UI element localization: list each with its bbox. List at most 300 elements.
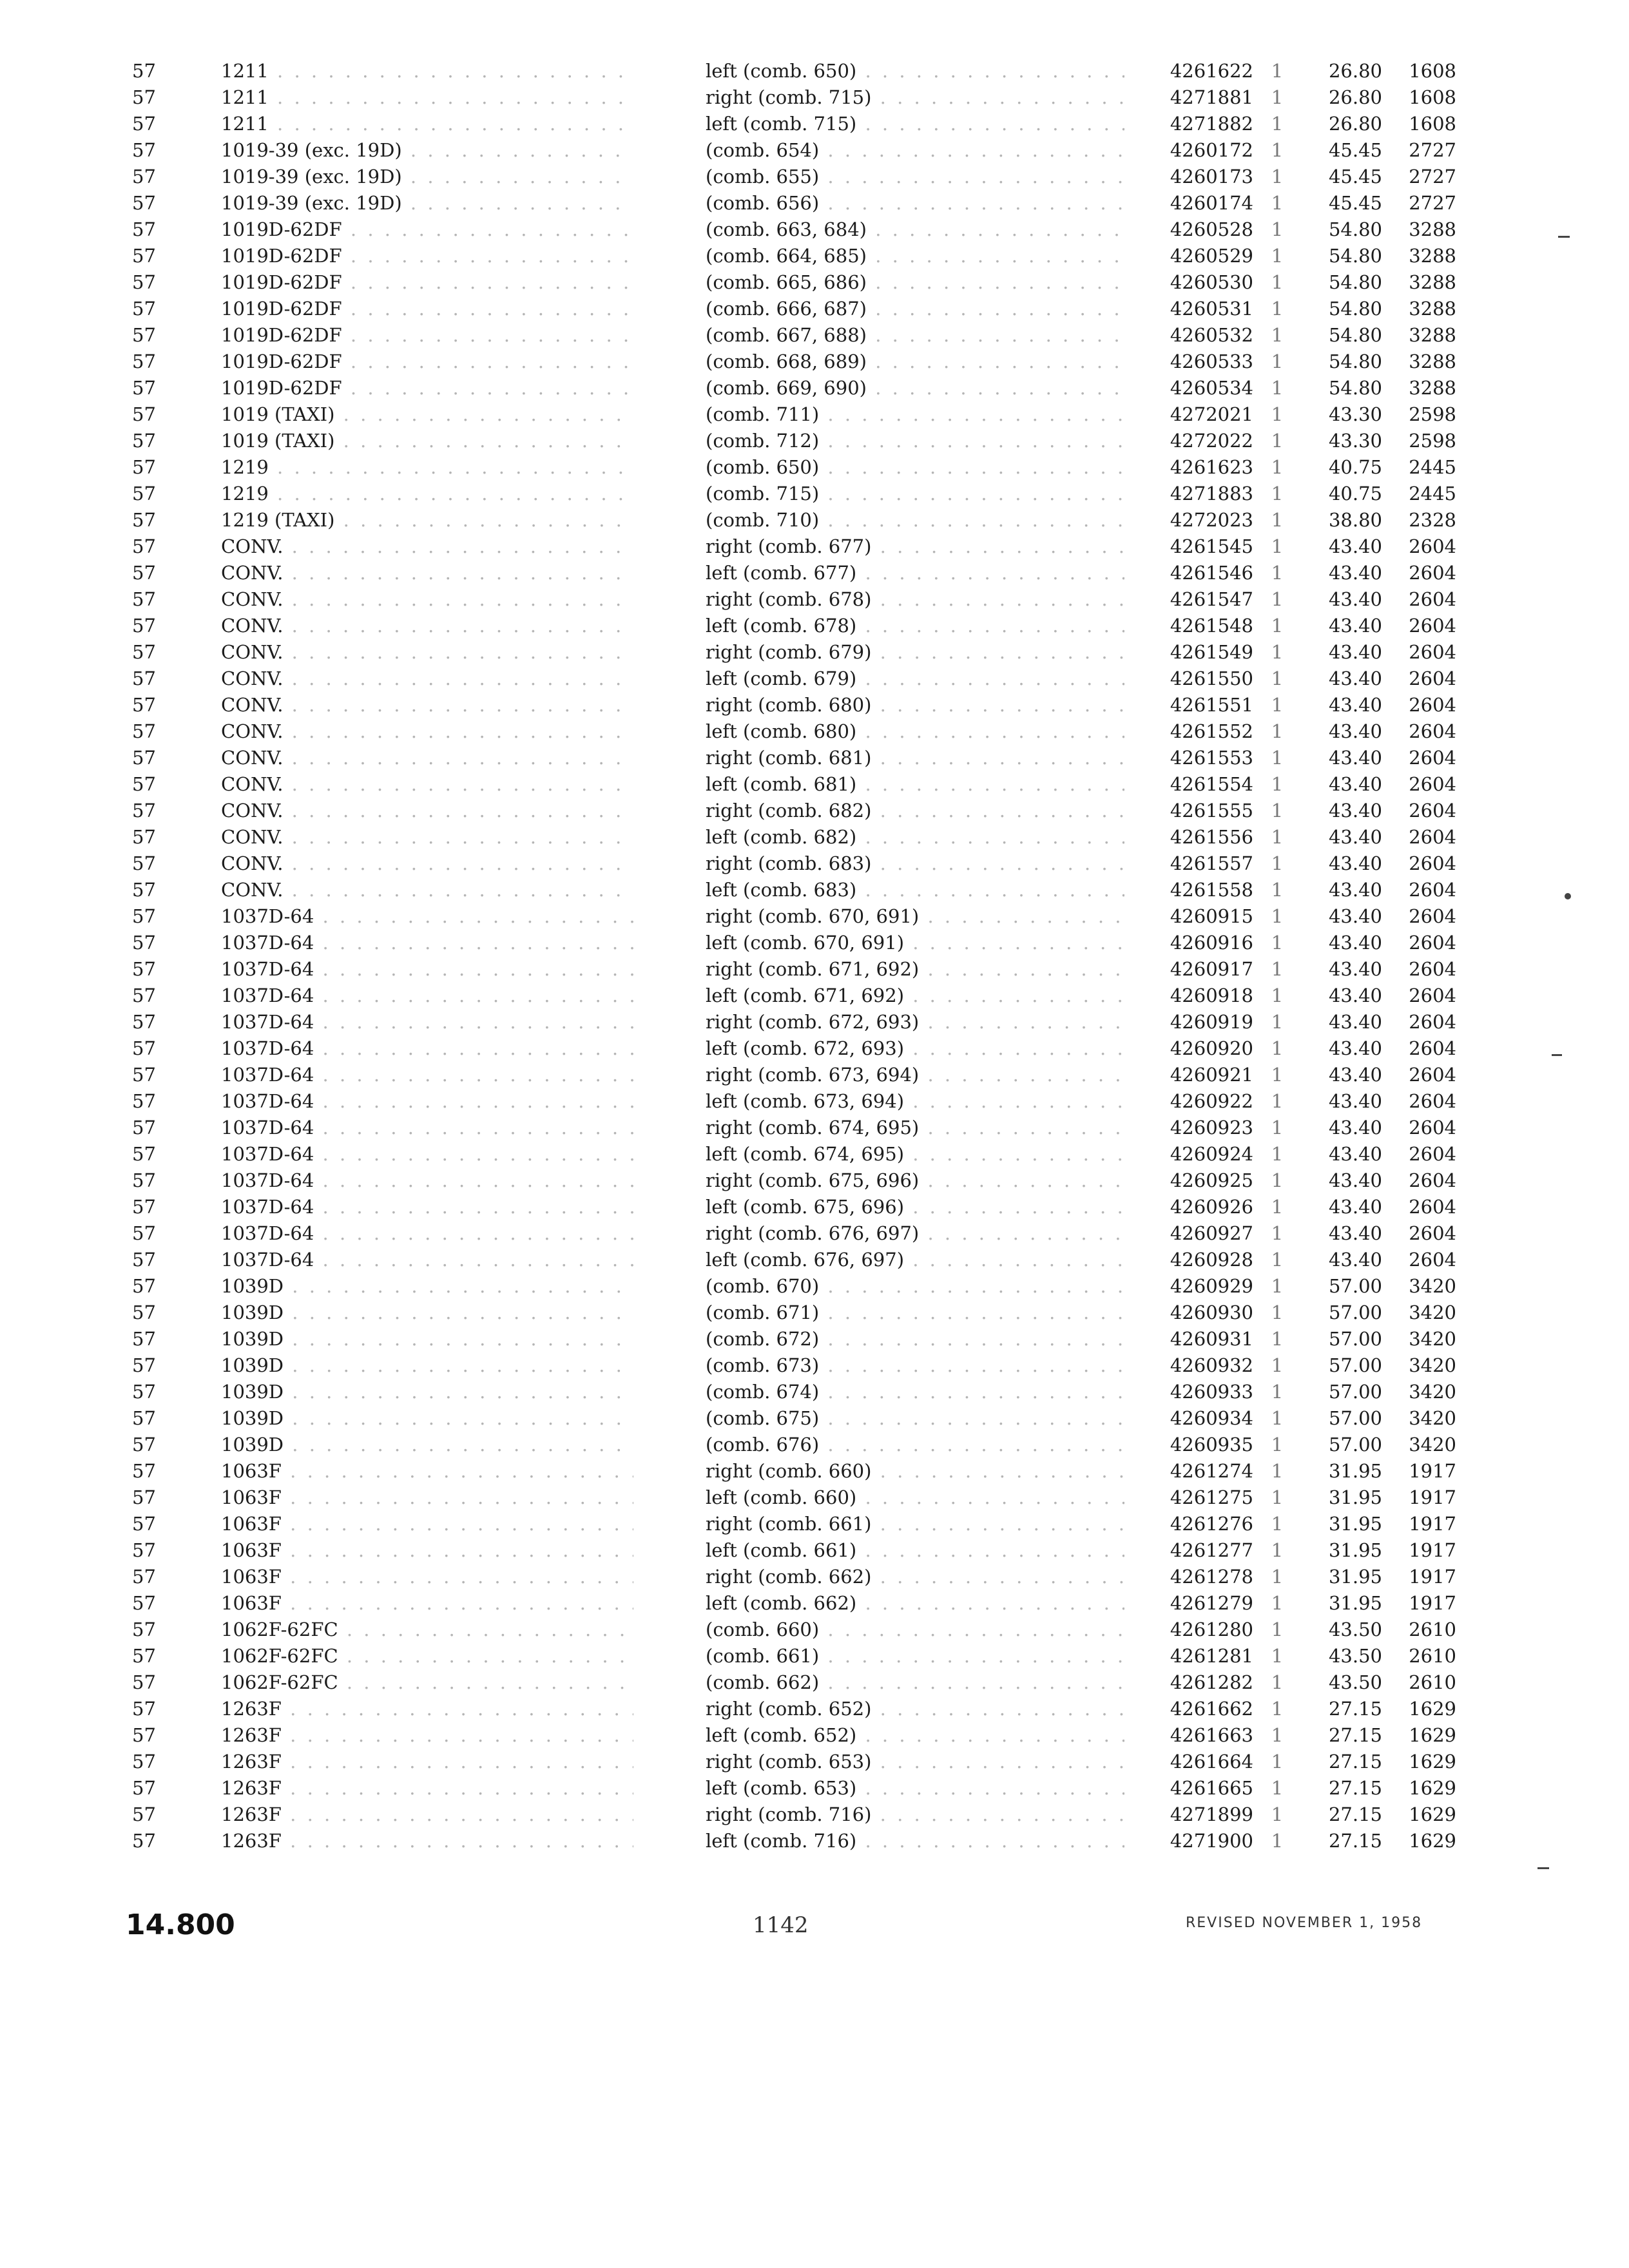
cell-desc: right (comb. 672, 693) . . . <box>706 1009 1124 1035</box>
cell-desc: (comb. 675) . . . <box>706 1405 1124 1432</box>
cell-model: 1019D-62DF . . . <box>221 349 633 375</box>
table-row <box>0 1062 1629 1088</box>
cell-price: 43.40 <box>1328 958 1382 980</box>
cell-code: 3420 <box>1409 1302 1456 1323</box>
cell-code: 2598 <box>1409 403 1456 425</box>
table-row <box>0 1828 1629 1854</box>
cell-code: 2604 <box>1409 1037 1456 1059</box>
table-row <box>0 454 1629 481</box>
cell-year: 57 <box>132 615 156 637</box>
cell-model: 1019D-62DF . . . <box>221 375 633 401</box>
cell-code: 1629 <box>1409 1698 1456 1720</box>
cell-model: 1039D . . . <box>221 1352 633 1379</box>
cell-desc: left (comb. 670, 691) . . . <box>706 930 1124 956</box>
table-row <box>0 692 1629 718</box>
cell-year: 57 <box>132 1037 156 1059</box>
cell-year: 57 <box>132 377 156 399</box>
cell-part: 4260931 <box>1170 1328 1253 1350</box>
cell-part: 4260934 <box>1170 1407 1253 1429</box>
cell-price: 43.40 <box>1328 1249 1382 1271</box>
cell-code: 2445 <box>1409 456 1456 478</box>
cell-part: 4271882 <box>1170 113 1253 135</box>
cell-year: 57 <box>132 1592 156 1614</box>
table-row <box>0 296 1629 322</box>
cell-qty: 1 <box>1271 60 1284 82</box>
table-row <box>0 1537 1629 1564</box>
cell-model: 1062F-62FC . . . <box>221 1643 633 1669</box>
table-row <box>0 349 1629 375</box>
cell-model: 1037D-64 . . . <box>221 983 633 1009</box>
cell-year: 57 <box>132 1671 156 1693</box>
cell-qty: 1 <box>1271 1698 1284 1720</box>
cell-year: 57 <box>132 562 156 584</box>
cell-model: 1019D-62DF . . . <box>221 269 633 296</box>
cell-year: 57 <box>132 192 156 214</box>
table-row <box>0 1247 1629 1273</box>
cell-desc: left (comb. 671, 692) . . . <box>706 983 1124 1009</box>
cell-qty: 1 <box>1271 298 1284 320</box>
cell-part: 4260920 <box>1170 1037 1253 1059</box>
cell-desc: (comb. 656) . . . <box>706 190 1124 216</box>
cell-model: 1019D-62DF . . . <box>221 243 633 269</box>
page-number: 1142 <box>753 1912 809 1938</box>
cell-qty: 1 <box>1271 218 1284 240</box>
cell-model: 1037D-64 . . . <box>221 1035 633 1062</box>
cell-year: 57 <box>132 1275 156 1297</box>
cell-part: 4260932 <box>1170 1354 1253 1376</box>
cell-part: 4260922 <box>1170 1090 1253 1112</box>
cell-code: 2604 <box>1409 1011 1456 1033</box>
cell-year: 57 <box>132 1090 156 1112</box>
cell-model: 1219 . . . <box>221 454 633 481</box>
cell-part: 4261557 <box>1170 852 1253 874</box>
cell-part: 4260933 <box>1170 1381 1253 1403</box>
cell-part: 4261623 <box>1170 456 1253 478</box>
table-row <box>0 771 1629 798</box>
cell-price: 31.95 <box>1328 1592 1382 1614</box>
cell-model: 1263F . . . <box>221 1802 633 1828</box>
cell-desc: left (comb. 674, 695) . . . <box>706 1141 1124 1168</box>
cell-qty: 1 <box>1271 932 1284 954</box>
cell-desc: (comb. 676) . . . <box>706 1432 1124 1458</box>
cell-price: 40.75 <box>1328 456 1382 478</box>
cell-qty: 1 <box>1271 403 1284 425</box>
cell-code: 2604 <box>1409 720 1456 742</box>
cell-code: 1629 <box>1409 1803 1456 1825</box>
cell-code: 2610 <box>1409 1671 1456 1693</box>
table-row <box>0 1485 1629 1511</box>
cell-price: 43.40 <box>1328 694 1382 716</box>
cell-price: 54.80 <box>1328 218 1382 240</box>
cell-code: 3288 <box>1409 298 1456 320</box>
cell-code: 1917 <box>1409 1513 1456 1535</box>
cell-qty: 1 <box>1271 1064 1284 1086</box>
cell-code: 2604 <box>1409 905 1456 927</box>
cell-price: 40.75 <box>1328 483 1382 505</box>
cell-desc: (comb. 650) . . . <box>706 454 1124 481</box>
cell-price: 45.45 <box>1328 166 1382 187</box>
cell-price: 43.40 <box>1328 1064 1382 1086</box>
cell-model: 1037D-64 . . . <box>221 930 633 956</box>
cell-part: 4260528 <box>1170 218 1253 240</box>
table-row <box>0 428 1629 454</box>
cell-code: 1629 <box>1409 1830 1456 1852</box>
cell-year: 57 <box>132 1486 156 1508</box>
cell-model: 1039D . . . <box>221 1300 633 1326</box>
cell-year: 57 <box>132 985 156 1006</box>
cell-code: 2727 <box>1409 192 1456 214</box>
cell-code: 3420 <box>1409 1434 1456 1456</box>
cell-year: 57 <box>132 1645 156 1667</box>
cell-qty: 1 <box>1271 86 1284 108</box>
cell-year: 57 <box>132 800 156 822</box>
cell-year: 57 <box>132 1777 156 1799</box>
cell-qty: 1 <box>1271 562 1284 584</box>
cell-price: 43.40 <box>1328 562 1382 584</box>
section-number: 14.800 <box>126 1908 235 1941</box>
cell-part: 4260172 <box>1170 139 1253 161</box>
cell-code: 3288 <box>1409 351 1456 372</box>
cell-price: 43.40 <box>1328 800 1382 822</box>
cell-model: CONV. . . . <box>221 718 633 745</box>
table-row <box>0 983 1629 1009</box>
cell-code: 1629 <box>1409 1751 1456 1773</box>
cell-model: CONV. . . . <box>221 639 633 666</box>
margin-dot <box>1565 893 1571 899</box>
cell-part: 4272023 <box>1170 509 1253 531</box>
table-row <box>0 930 1629 956</box>
table-row <box>0 243 1629 269</box>
cell-year: 57 <box>132 113 156 135</box>
cell-desc: right (comb. 679) . . . <box>706 639 1124 666</box>
cell-part: 4261280 <box>1170 1619 1253 1640</box>
cell-price: 43.40 <box>1328 985 1382 1006</box>
cell-code: 3420 <box>1409 1328 1456 1350</box>
cell-year: 57 <box>132 932 156 954</box>
cell-desc: (comb. 711) . . . <box>706 401 1124 428</box>
cell-code: 3420 <box>1409 1381 1456 1403</box>
table-row <box>0 481 1629 507</box>
cell-desc: right (comb. 680) . . . <box>706 692 1124 718</box>
cell-qty: 1 <box>1271 377 1284 399</box>
table-row <box>0 1775 1629 1802</box>
cell-year: 57 <box>132 1381 156 1403</box>
cell-code: 2604 <box>1409 1222 1456 1244</box>
cell-desc: right (comb. 653) . . . <box>706 1749 1124 1775</box>
cell-part: 4260918 <box>1170 985 1253 1006</box>
cell-price: 43.40 <box>1328 1011 1382 1033</box>
cell-qty: 1 <box>1271 1724 1284 1746</box>
cell-qty: 1 <box>1271 985 1284 1006</box>
cell-part: 4261282 <box>1170 1671 1253 1693</box>
cell-price: 43.40 <box>1328 1196 1382 1218</box>
cell-desc: left (comb. 715) . . . <box>706 111 1124 137</box>
cell-part: 4261548 <box>1170 615 1253 637</box>
cell-qty: 1 <box>1271 1169 1284 1191</box>
cell-price: 57.00 <box>1328 1381 1382 1403</box>
cell-year: 57 <box>132 1302 156 1323</box>
cell-year: 57 <box>132 773 156 795</box>
cell-qty: 1 <box>1271 245 1284 267</box>
cell-year: 57 <box>132 1619 156 1640</box>
cell-part: 4260529 <box>1170 245 1253 267</box>
cell-qty: 1 <box>1271 1777 1284 1799</box>
cell-year: 57 <box>132 1803 156 1825</box>
cell-desc: left (comb. 676, 697) . . . <box>706 1247 1124 1273</box>
cell-year: 57 <box>132 430 156 452</box>
table-row <box>0 1326 1629 1352</box>
cell-part: 4271881 <box>1170 86 1253 108</box>
cell-part: 4261664 <box>1170 1751 1253 1773</box>
cell-model: 1211 . . . <box>221 111 633 137</box>
cell-qty: 1 <box>1271 1830 1284 1852</box>
cell-code: 2604 <box>1409 773 1456 795</box>
cell-qty: 1 <box>1271 139 1284 161</box>
cell-desc: left (comb. 675, 696) . . . <box>706 1194 1124 1220</box>
cell-year: 57 <box>132 1249 156 1271</box>
cell-qty: 1 <box>1271 1275 1284 1297</box>
cell-price: 43.40 <box>1328 1090 1382 1112</box>
cell-price: 26.80 <box>1328 113 1382 135</box>
cell-desc: (comb. 662) . . . <box>706 1669 1124 1696</box>
cell-desc: right (comb. 674, 695) . . . <box>706 1115 1124 1141</box>
cell-year: 57 <box>132 1222 156 1244</box>
cell-desc: right (comb. 671, 692) . . . <box>706 956 1124 983</box>
cell-price: 45.45 <box>1328 192 1382 214</box>
cell-desc: (comb. 715) . . . <box>706 481 1124 507</box>
cell-qty: 1 <box>1271 1302 1284 1323</box>
table-row <box>0 401 1629 428</box>
cell-qty: 1 <box>1271 483 1284 505</box>
cell-code: 2604 <box>1409 1064 1456 1086</box>
cell-desc: (comb. 665, 686) . . . <box>706 269 1124 296</box>
cell-price: 43.40 <box>1328 879 1382 901</box>
cell-year: 57 <box>132 1698 156 1720</box>
cell-part: 4261549 <box>1170 641 1253 663</box>
cell-model: 1063F . . . <box>221 1590 633 1617</box>
cell-model: 1037D-64 . . . <box>221 956 633 983</box>
cell-qty: 1 <box>1271 1090 1284 1112</box>
cell-model: 1019D-62DF . . . <box>221 296 633 322</box>
table-row <box>0 798 1629 824</box>
cell-part: 4272021 <box>1170 403 1253 425</box>
cell-desc: (comb. 671) . . . <box>706 1300 1124 1326</box>
cell-desc: (comb. 669, 690) . . . <box>706 375 1124 401</box>
cell-desc: right (comb. 677) . . . <box>706 533 1124 560</box>
table-row <box>0 1194 1629 1220</box>
cell-desc: left (comb. 678) . . . <box>706 613 1124 639</box>
cell-model: CONV. . . . <box>221 824 633 850</box>
cell-desc: (comb. 673) . . . <box>706 1352 1124 1379</box>
table-row <box>0 586 1629 613</box>
cell-year: 57 <box>132 1328 156 1350</box>
cell-code: 2604 <box>1409 747 1456 769</box>
cell-price: 27.15 <box>1328 1698 1382 1720</box>
cell-code: 2328 <box>1409 509 1456 531</box>
cell-year: 57 <box>132 1196 156 1218</box>
cell-qty: 1 <box>1271 1381 1284 1403</box>
cell-desc: right (comb. 652) . . . <box>706 1696 1124 1722</box>
cell-qty: 1 <box>1271 641 1284 663</box>
table-row <box>0 903 1629 930</box>
table-row <box>0 375 1629 401</box>
cell-desc: left (comb. 716) . . . <box>706 1828 1124 1854</box>
cell-desc: right (comb. 661) . . . <box>706 1511 1124 1537</box>
cell-code: 2727 <box>1409 139 1456 161</box>
cell-part: 4261546 <box>1170 562 1253 584</box>
cell-qty: 1 <box>1271 1354 1284 1376</box>
cell-qty: 1 <box>1271 1539 1284 1561</box>
cell-qty: 1 <box>1271 1249 1284 1271</box>
cell-desc: (comb. 710) . . . <box>706 507 1124 533</box>
cell-year: 57 <box>132 271 156 293</box>
cell-price: 54.80 <box>1328 351 1382 372</box>
cell-price: 27.15 <box>1328 1777 1382 1799</box>
cell-year: 57 <box>132 1566 156 1588</box>
table-row <box>0 1405 1629 1432</box>
cell-qty: 1 <box>1271 1434 1284 1456</box>
cell-desc: (comb. 664, 685) . . . <box>706 243 1124 269</box>
cell-part: 4260915 <box>1170 905 1253 927</box>
cell-desc: left (comb. 653) . . . <box>706 1775 1124 1802</box>
cell-model: 1039D . . . <box>221 1405 633 1432</box>
cell-price: 43.40 <box>1328 1143 1382 1165</box>
cell-part: 4260531 <box>1170 298 1253 320</box>
table-row <box>0 269 1629 296</box>
cell-price: 57.00 <box>1328 1302 1382 1323</box>
cell-model: 1263F . . . <box>221 1828 633 1854</box>
table-row <box>0 84 1629 111</box>
margin-dash <box>1552 1054 1562 1056</box>
cell-price: 43.50 <box>1328 1619 1382 1640</box>
cell-code: 2604 <box>1409 1196 1456 1218</box>
table-row <box>0 190 1629 216</box>
cell-price: 43.30 <box>1328 403 1382 425</box>
margin-dash <box>1558 236 1570 238</box>
cell-qty: 1 <box>1271 773 1284 795</box>
cell-year: 57 <box>132 166 156 187</box>
cell-year: 57 <box>132 1407 156 1429</box>
table-row <box>0 1749 1629 1775</box>
cell-price: 43.40 <box>1328 826 1382 848</box>
table-row <box>0 1564 1629 1590</box>
cell-model: 1263F . . . <box>221 1775 633 1802</box>
cell-code: 2445 <box>1409 483 1456 505</box>
cell-model: 1037D-64 . . . <box>221 1141 633 1168</box>
cell-code: 2604 <box>1409 932 1456 954</box>
table-row <box>0 850 1629 877</box>
cell-code: 2604 <box>1409 879 1456 901</box>
cell-desc: (comb. 661) . . . <box>706 1643 1124 1669</box>
cell-price: 31.95 <box>1328 1513 1382 1535</box>
cell-desc: (comb. 654) . . . <box>706 137 1124 164</box>
cell-part: 4261545 <box>1170 535 1253 557</box>
cell-part: 4260173 <box>1170 166 1253 187</box>
cell-desc: right (comb. 678) . . . <box>706 586 1124 613</box>
cell-year: 57 <box>132 668 156 689</box>
cell-part: 4261553 <box>1170 747 1253 769</box>
cell-year: 57 <box>132 1724 156 1746</box>
cell-model: CONV. . . . <box>221 798 633 824</box>
cell-price: 57.00 <box>1328 1328 1382 1350</box>
cell-price: 57.00 <box>1328 1275 1382 1297</box>
cell-model: 1219 . . . <box>221 481 633 507</box>
cell-qty: 1 <box>1271 1407 1284 1429</box>
cell-qty: 1 <box>1271 1566 1284 1588</box>
cell-code: 2604 <box>1409 641 1456 663</box>
cell-price: 57.00 <box>1328 1407 1382 1429</box>
cell-qty: 1 <box>1271 1011 1284 1033</box>
cell-price: 43.40 <box>1328 1222 1382 1244</box>
cell-model: 1019 (TAXI) . . . <box>221 428 633 454</box>
table-row <box>0 533 1629 560</box>
cell-price: 43.30 <box>1328 430 1382 452</box>
cell-model: 1063F . . . <box>221 1564 633 1590</box>
cell-desc: (comb. 667, 688) . . . <box>706 322 1124 349</box>
cell-year: 57 <box>132 1830 156 1852</box>
cell-qty: 1 <box>1271 1486 1284 1508</box>
table-row <box>0 1617 1629 1643</box>
cell-year: 57 <box>132 826 156 848</box>
cell-model: CONV. . . . <box>221 692 633 718</box>
cell-model: CONV. . . . <box>221 533 633 560</box>
cell-model: 1211 . . . <box>221 58 633 84</box>
table-row <box>0 507 1629 533</box>
cell-desc: left (comb. 652) . . . <box>706 1722 1124 1749</box>
cell-year: 57 <box>132 1169 156 1191</box>
cell-part: 4260919 <box>1170 1011 1253 1033</box>
cell-year: 57 <box>132 218 156 240</box>
cell-qty: 1 <box>1271 668 1284 689</box>
cell-price: 43.40 <box>1328 852 1382 874</box>
cell-part: 4271900 <box>1170 1830 1253 1852</box>
table-row <box>0 1300 1629 1326</box>
cell-desc: (comb. 655) . . . <box>706 164 1124 190</box>
cell-price: 43.40 <box>1328 905 1382 927</box>
cell-model: 1263F . . . <box>221 1722 633 1749</box>
cell-desc: right (comb. 670, 691) . . . <box>706 903 1124 930</box>
cell-year: 57 <box>132 403 156 425</box>
cell-year: 57 <box>132 694 156 716</box>
cell-model: 1037D-64 . . . <box>221 1062 633 1088</box>
cell-model: 1219 (TAXI) . . . <box>221 507 633 533</box>
cell-model: 1211 . . . <box>221 84 633 111</box>
cell-price: 43.40 <box>1328 932 1382 954</box>
margin-dash <box>1537 1867 1549 1869</box>
cell-code: 2604 <box>1409 1143 1456 1165</box>
cell-model: 1019D-62DF . . . <box>221 322 633 349</box>
cell-qty: 1 <box>1271 1143 1284 1165</box>
table-row <box>0 1379 1629 1405</box>
cell-desc: right (comb. 675, 696) . . . <box>706 1168 1124 1194</box>
cell-desc: left (comb. 680) . . . <box>706 718 1124 745</box>
cell-desc: right (comb. 715) . . . <box>706 84 1124 111</box>
cell-part: 4260930 <box>1170 1302 1253 1323</box>
cell-price: 43.40 <box>1328 747 1382 769</box>
cell-price: 54.80 <box>1328 377 1382 399</box>
cell-qty: 1 <box>1271 535 1284 557</box>
cell-model: 1063F . . . <box>221 1537 633 1564</box>
cell-part: 4261558 <box>1170 879 1253 901</box>
cell-part: 4272022 <box>1170 430 1253 452</box>
table-row <box>0 1722 1629 1749</box>
cell-year: 57 <box>132 720 156 742</box>
table-row <box>0 718 1629 745</box>
cell-qty: 1 <box>1271 324 1284 346</box>
cell-model: 1063F . . . <box>221 1458 633 1485</box>
cell-code: 1917 <box>1409 1539 1456 1561</box>
cell-qty: 1 <box>1271 1592 1284 1614</box>
